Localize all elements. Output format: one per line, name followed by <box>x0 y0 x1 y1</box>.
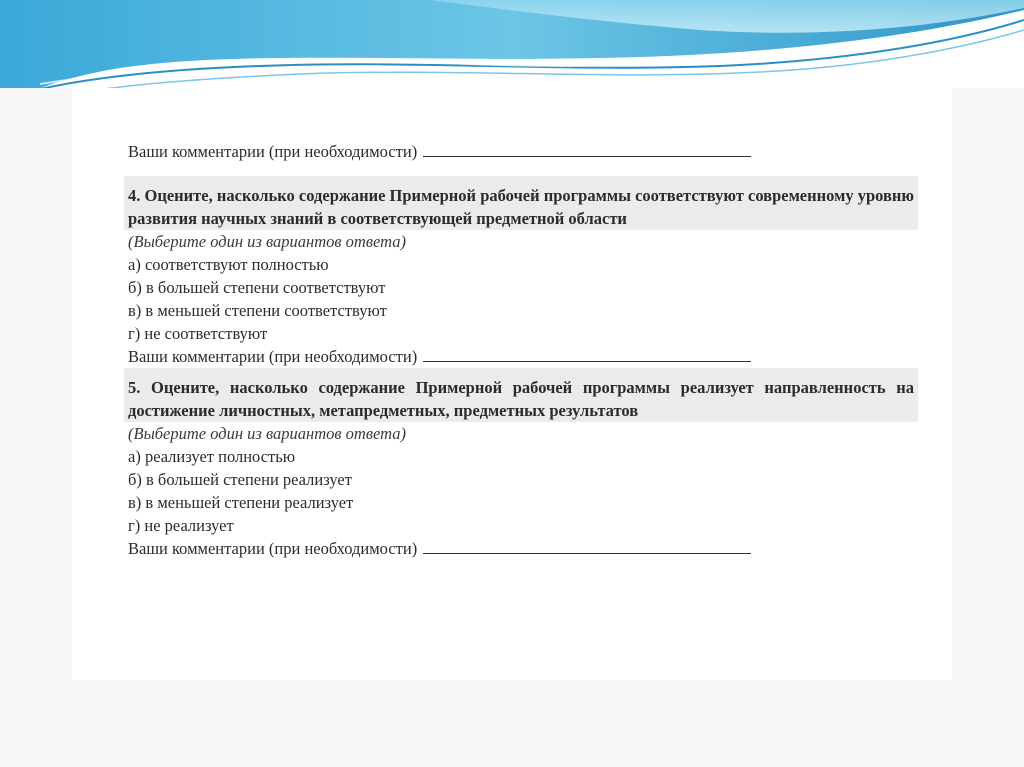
question-4-option[interactable]: в) в меньшей степени соответствуют <box>128 301 387 320</box>
question-5-heading: 5. Оцените, насколько содержание Примерной рабочей программы реализует направленность на достижение личностных, метапредметных, предметных результатов <box>124 368 918 422</box>
question-4-heading: 4. Оцените, насколько содержание Примерной рабочей программы соответствуют современному уровню развития научных знаний в соответствующей предметной области <box>124 176 918 230</box>
question-4-option[interactable]: г) не соответствуют <box>128 324 268 343</box>
comment-label: Ваши комментарии (при необходимости) <box>128 142 418 161</box>
comment-label: Ваши комментарии (при необходимости) <box>128 347 418 366</box>
questionnaire <box>128 140 914 560</box>
comment-line <box>128 140 914 163</box>
question-5-option[interactable]: б) в большей степени реализует <box>128 470 352 489</box>
comment-blank[interactable] <box>423 347 751 362</box>
question-5-option[interactable]: в) в меньшей степени реализует <box>128 493 354 512</box>
comment-label: Ваши комментарии (при необходимости) <box>128 539 418 558</box>
question-4-option[interactable]: б) в большей степени соответствуют <box>128 278 386 297</box>
question-4-hint: (Выберите один из вариантов ответа) <box>128 232 406 251</box>
question-5-hint: (Выберите один из вариантов ответа) <box>128 424 406 443</box>
question-4-option[interactable]: а) соответствуют полностью <box>128 255 329 274</box>
comment-blank[interactable] <box>423 142 751 157</box>
comment-line <box>128 345 914 368</box>
comment-line <box>128 537 914 560</box>
question-5-option[interactable]: а) реализует полностью <box>128 447 296 466</box>
question-5-option[interactable]: г) не реализует <box>128 516 234 535</box>
comment-blank[interactable] <box>423 539 751 554</box>
